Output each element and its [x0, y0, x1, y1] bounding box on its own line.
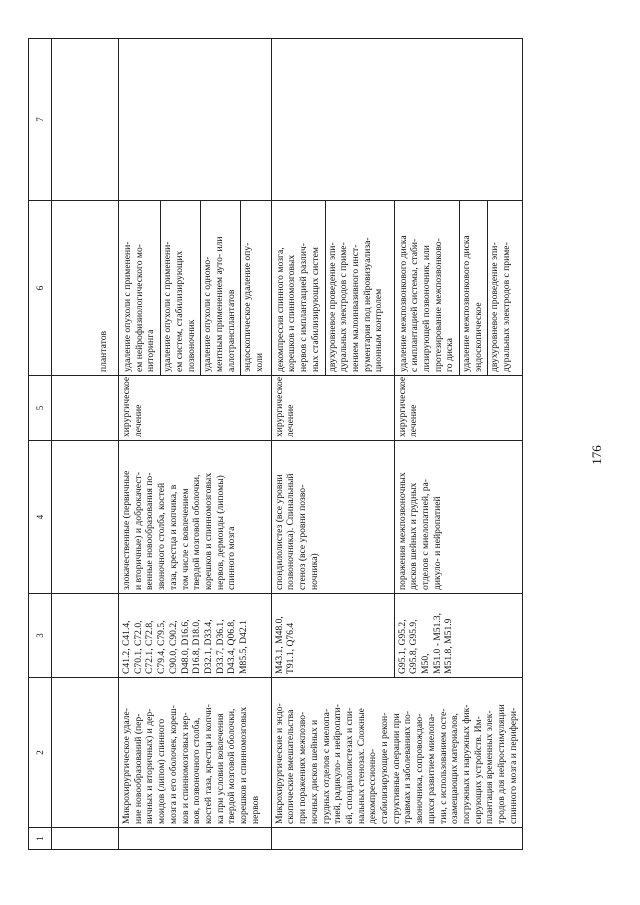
- intervention-name-line: травмах и заболеваниях по-: [402, 710, 414, 824]
- method-item: [201, 201, 241, 375]
- disease-line: спинного мозга: [226, 526, 238, 590]
- continuation-row: [52, 39, 119, 850]
- method-line: декомпрессия спинного мозга,: [274, 247, 286, 372]
- icd-code-line: C41.2, C41.4,: [121, 620, 132, 674]
- intervention-name-line: щихся развитием миелопа-: [425, 713, 437, 824]
- disease-line: спондилолистез (все уровни: [273, 474, 285, 590]
- method-line: двухуровневое проведение эпи-: [326, 242, 338, 372]
- disease-line: дисков шейных и грудных: [408, 482, 420, 590]
- intervention-name-cell: [119, 678, 272, 828]
- method-line: двухуровневое проведение эпи-: [489, 242, 501, 372]
- method-line: рументария под нейровизуализа-: [361, 237, 373, 372]
- intervention-name-line: нервов: [249, 796, 261, 824]
- icd-code-line: D33.7, D36.1,: [214, 619, 226, 674]
- intervention-name-line: вов, позвоночного столба,: [191, 717, 203, 824]
- disease-line: венные новообразования по-: [144, 472, 156, 590]
- column-number: 1: [29, 828, 52, 850]
- icd-code-line: D43.4, Q06.8,: [226, 619, 238, 674]
- icd-code-line: C72.1, C72.8,: [144, 620, 156, 674]
- method-line: удаление межпозвонкового диска: [461, 235, 473, 372]
- method-line: протезирование межпозвонково-: [432, 238, 444, 372]
- icd-codes-cell: [119, 594, 272, 678]
- intervention-name-cell: [271, 678, 522, 828]
- intervention-name-line: тией, радикуло- и нейропати-: [332, 704, 344, 824]
- intervention-name-line: ка при условии вовлечения: [214, 713, 226, 824]
- method-line: нервов с имплантацией различ-: [298, 243, 310, 372]
- treatment-cell: хирургическое лечение: [394, 376, 522, 441]
- intervention-name-line: моидов (липом) спинного: [156, 718, 168, 824]
- method-line: ем систем, стабилизирующих: [173, 250, 185, 372]
- method-line: позвоночник: [185, 319, 197, 372]
- icd-code-line: C79.4, C79.5,: [156, 620, 168, 674]
- method-line: эндоскопическое: [472, 302, 484, 372]
- intervention-name-line: стабилизирующие и рекон-: [379, 712, 391, 824]
- method-line: лизирующей позвоночник, или: [420, 245, 432, 372]
- method-line: холи: [254, 352, 266, 372]
- treatment-cell: хирургическое лечение: [271, 376, 394, 441]
- intervention-name-line: нальных стенозах. Сложные: [355, 708, 367, 824]
- method-item: [326, 201, 389, 375]
- column-number: 5: [29, 376, 52, 441]
- continuation-method: плантатов: [98, 330, 109, 372]
- row-number-cell: [271, 828, 522, 850]
- method-line: эндоскопическое удаление опу-: [242, 242, 254, 372]
- intervention-name-line: тии, с использованием осте-: [437, 708, 449, 824]
- icd-code-line: C70.1, C72.0,: [132, 620, 144, 674]
- disease-line: ночника): [308, 553, 320, 590]
- intervention-name-line: Микрохирургическое удале-: [121, 708, 132, 824]
- method-line: удаление опухоли с применени-: [122, 241, 133, 372]
- intervention-name-line: костей таза, крестца и копчи-: [202, 704, 214, 824]
- intervention-name-line: твердой мозговой оболочки,: [226, 708, 238, 824]
- disease-line: твердой мозговой оболочки,: [191, 474, 203, 590]
- intervention-name-line: спинного мозга и перифери-: [507, 707, 519, 824]
- intervention-name-line: ние новообразований (пер-: [132, 713, 144, 824]
- empty-cell: [119, 39, 272, 201]
- column-number: 7: [29, 39, 52, 201]
- table-row: [119, 39, 272, 850]
- method-item: [241, 201, 268, 375]
- intervention-name-line: погружных и наружных фик-: [460, 704, 472, 824]
- icd-code-line: D16.8, D18.0,: [191, 619, 203, 674]
- disease-line: таза, крестца и копчика, в: [167, 484, 179, 590]
- disease-line: корешков и спинномозговых: [202, 472, 214, 590]
- method-line: удаление опухоли с применени-: [162, 241, 174, 372]
- disease-cell: [394, 441, 522, 594]
- method-item: [488, 201, 515, 375]
- column-number-row: [29, 39, 52, 850]
- method-item: [460, 201, 488, 375]
- empty-cell: [271, 39, 522, 201]
- icd-code-line: D32.1, D33.4,: [202, 619, 214, 674]
- intervention-name-line: сирующих устройств. Им-: [472, 716, 484, 824]
- method-line: удаление межпозвонкового диска: [397, 235, 409, 372]
- intervention-name-line: декомпрессионно-: [367, 748, 379, 824]
- column-number: 2: [29, 678, 52, 828]
- methods-cell: [394, 201, 522, 376]
- intervention-name-line: озамещающих материалов,: [449, 713, 461, 824]
- disease-line: стеноз (все уровни позво-: [297, 484, 309, 590]
- method-item: [121, 201, 161, 375]
- intervention-name-line: Микрохирургические и эндо-: [273, 703, 285, 824]
- intervention-name-line: звоночника, сопровождаю-: [414, 713, 426, 824]
- method-line: нением малоинвазивного инст-: [349, 244, 361, 372]
- treatment-cell: хирургическое лечение: [119, 376, 272, 441]
- column-number: 4: [29, 441, 52, 594]
- intervention-name-line: тродов для нейростимуляции: [496, 704, 508, 824]
- intervention-name-line: структивные операции при: [390, 713, 402, 824]
- method-line: ционным контролем: [373, 288, 385, 372]
- method-line: удаление опухоли с одномо-: [202, 256, 214, 372]
- intervention-name-line: мозга и его оболочек, кореш-: [167, 705, 179, 824]
- intervention-name-line: вичных и вторичных) и дер-: [144, 708, 156, 824]
- method-line: с имплантацией системы, стаби-: [409, 238, 421, 372]
- disease-line: нервов, дермоиды (липомы): [214, 475, 226, 590]
- methods-cell: [271, 201, 394, 376]
- disease-cell: [119, 441, 272, 594]
- disease-line: том числе с вовлечением: [179, 488, 191, 590]
- icd-code-line: G95.1, G95.2,: [396, 619, 408, 674]
- intervention-name-line: плантация временных элек-: [484, 710, 496, 824]
- intervention-name-line: ей, спондилолистезах и спи-: [343, 707, 355, 824]
- icd-codes-cell: [394, 594, 522, 678]
- table-row: [271, 39, 394, 850]
- method-line: дуральных электродов с приме-: [501, 242, 513, 372]
- methods-cell: [119, 201, 272, 376]
- method-item: [274, 201, 326, 375]
- disease-line: звоночного столба, костей: [156, 482, 168, 590]
- method-item: [161, 201, 201, 375]
- method-line: корешков и спинномозговых: [286, 254, 298, 372]
- intervention-name-line: скопические вмешательства: [285, 709, 297, 824]
- disease-line: отделов с миелопатией, ра-: [419, 478, 431, 590]
- method-line: дуральных электродов с приме-: [338, 242, 350, 372]
- icd-code-line: M43.1, M48.0,: [273, 616, 285, 674]
- icd-code-line: M85.5, D42.1: [238, 620, 250, 674]
- column-number: 6: [29, 201, 52, 376]
- icd-code-line: C90.0, C90.2,: [167, 620, 179, 674]
- disease-line: и вторичные) и доброкачест-: [132, 472, 144, 590]
- column-number: 3: [29, 594, 52, 678]
- method-item: [397, 201, 461, 375]
- method-line: ных стабилизирующих систем: [309, 247, 321, 372]
- intervention-name-line: при поражениях межпозво-: [297, 711, 309, 824]
- disease-line: дикуло- и нейропатией: [431, 496, 443, 590]
- icd-code-line: T91.1, Q76.4: [285, 622, 297, 674]
- medical-care-table: [28, 38, 523, 850]
- method-line: ем нейрофизиологического мо-: [133, 244, 145, 372]
- row-number-cell: [119, 828, 272, 850]
- icd-code-line: G95.8, G95.9, M50,: [408, 619, 431, 674]
- intervention-name-line: ночных дисков шейных и: [308, 719, 320, 824]
- icd-code-line: M51.0 - M51.3,: [431, 612, 443, 674]
- method-line: ниторинга: [145, 329, 157, 372]
- page-number: 176: [589, 445, 604, 465]
- disease-line: поражения межпозвоночных: [396, 472, 408, 590]
- method-line: ментным применением ауто- или: [213, 236, 225, 372]
- intervention-name-line: грудных отделов с миелопа-: [320, 708, 332, 824]
- intervention-name-line: корешков и спинномозговых: [238, 706, 250, 824]
- method-line: го диска: [444, 338, 456, 372]
- disease-line: позвоночника). Спинальный: [285, 473, 297, 590]
- method-line: аллотрансплантатов: [225, 289, 237, 372]
- icd-code-line: D48.0, D16.6,: [179, 619, 191, 674]
- intervention-name-line: ков и спинномозговых нер-: [179, 712, 191, 824]
- disease-line: злокачественные (первичные: [121, 470, 132, 590]
- icd-code-line: M51.8, M51.9: [443, 618, 455, 674]
- disease-cell: [271, 441, 394, 594]
- icd-codes-cell: [271, 594, 394, 678]
